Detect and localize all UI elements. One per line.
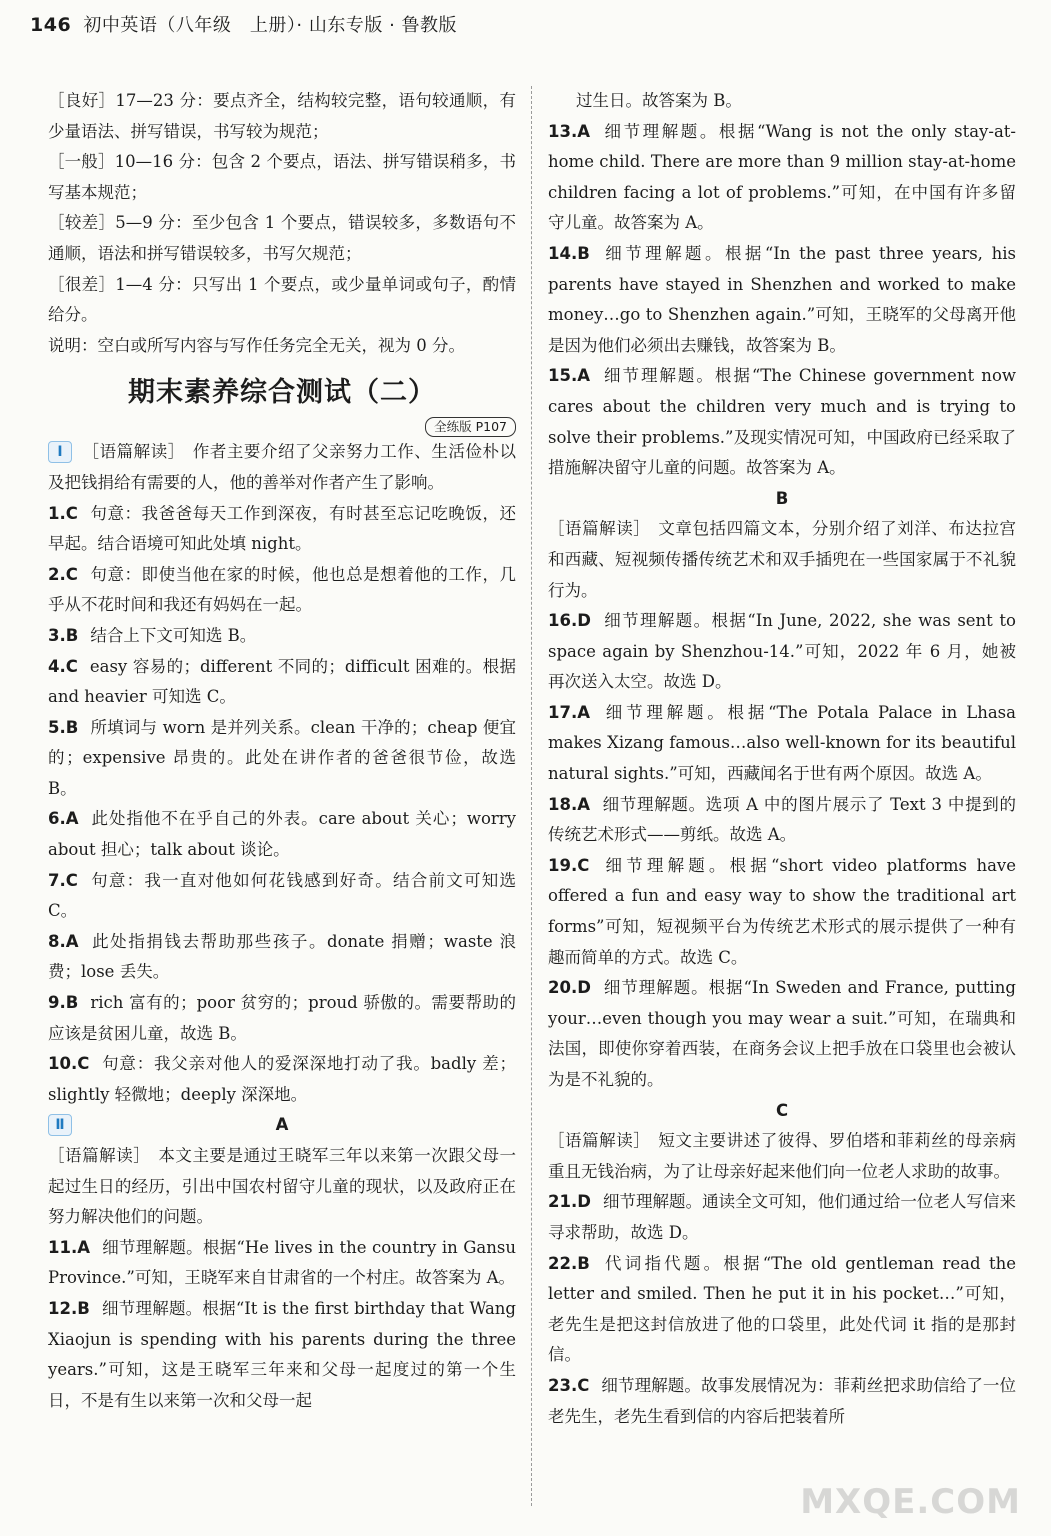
answer-item: [48, 804, 516, 865]
answer-number: 8.A: [48, 931, 79, 951]
answer-text: 细节理解题。通读全文可知，他们通过给一位老人写信来寻求帮助，故选 D。: [548, 1192, 1016, 1242]
passage-letter: C: [775, 1100, 789, 1120]
right-column: [548, 86, 1016, 1432]
section-2-intro: [48, 1141, 516, 1233]
grading-poor: ［较差］5—9 分：至少包含 1 个要点，错误较多，多数语句不通顺，语法和拼写错误较多，书写欠规范；: [48, 213, 516, 263]
answer-text: 此处指他不在乎自己的外表。care about 关心；worry about 担心；talk about 谈论。: [48, 809, 516, 860]
column-divider: [531, 86, 532, 1506]
answer-number: 14.B: [548, 243, 590, 263]
answer-number: 17.A: [548, 702, 590, 722]
answer-item: [548, 851, 1016, 973]
answer-item: [548, 973, 1016, 1095]
answer-number: 4.C: [48, 656, 78, 676]
section-b-intro: [548, 514, 1016, 606]
answer-text: 细节理解题。根据“The Potala Palace in Lhasa makes Xizang famous…also well-known for its beautiful natural sights.”可知，西藏闻名于世有两个原因。故选 A。: [548, 702, 1016, 784]
answer-item: [548, 1371, 1016, 1432]
answer-item: [48, 713, 516, 805]
answer-item: [548, 239, 1016, 361]
answer-number: 2.C: [48, 564, 78, 584]
answer-text: 细节理解题。根据“Wang is not the only stay-at-home child. There are more than 9 million stay-at-home children facing a lot of problems.”可知，在中国有许多留守儿童。故答案为 A。: [548, 121, 1016, 233]
answer-text: 此处指捐钱去帮助那些孩子。donate 捐赠；waste 浪费；lose 丢失。: [48, 931, 516, 982]
section-badge: Ⅰ: [48, 441, 72, 463]
answer-text: 细节理解题。根据“The Chinese government now cares about the children very much and is trying to solve their problems.”及现实情况可知，中国政府已经采取了措施解决留守儿童的问题。故答案为 A。: [548, 366, 1016, 478]
intro-text: 短文主要讲述了彼得、罗伯塔和菲莉丝的母亲病重且无钱治病，为了让母亲好起来他们向一位老人求助的故事。: [548, 1131, 1017, 1181]
answer-number: 11.A: [48, 1237, 90, 1257]
intro-text: 本文主要是通过王晓军三年以来第一次跟父母一起过生日的经历，引出中国农村留守儿童的现状，以及政府正在努力解决他们的问题。: [48, 1146, 517, 1227]
answer-number: 21.D: [548, 1192, 591, 1212]
reference-badge: 全练版 P107: [425, 417, 516, 437]
answer-number: 7.C: [48, 870, 78, 890]
answer-item: [548, 1249, 1016, 1371]
answer-item: [48, 1294, 516, 1416]
answer-number: 12.B: [48, 1298, 90, 1318]
answer-item: [48, 1233, 516, 1294]
answer-number: 3.B: [48, 625, 79, 645]
answer-text: 句意：我父亲对他人的爱深深地打动了我。badly 差；slightly 轻微地；deeply 深深地。: [48, 1054, 516, 1104]
intro-text: 文章包括四篇文本，分别介绍了刘洋、布达拉宫和西藏、短视频传播传统艺术和双手插兜在一些国家属于不礼貌行为。: [548, 519, 1017, 600]
intro-label: ［语篇解读］: [48, 1146, 151, 1165]
answer-text: 细节理解题。故事发展情况为：菲莉丝把求助信给了一位老先生，老先生看到信的内容后把装着所: [548, 1375, 1016, 1426]
answer-number: 20.D: [548, 978, 591, 998]
answer-number: 13.A: [548, 121, 590, 141]
answer-item: [48, 560, 516, 621]
exam-title: 期末素养综合测试（二）: [128, 377, 436, 409]
answer-item: [48, 1049, 516, 1110]
answer-text: 细节理解题。根据“In June, 2022, she was sent to space again by Shenzhou-14.”可知，2022 年 6 月，她被再次送入太空。故选 D。: [548, 611, 1016, 692]
answer-item: [48, 988, 516, 1049]
grading-average: ［一般］10—16 分：包含 2 个要点，语法、拼写错误稍多，书写基本规范；: [48, 152, 516, 202]
book-title: 初中英语（八年级 上册）· 山东专版 · 鲁教版: [83, 15, 458, 36]
answer-number: 23.C: [548, 1375, 590, 1395]
intro-label: ［语篇解读］: [548, 1131, 651, 1151]
answer-item: [548, 606, 1016, 698]
answer-text: 句意：我一直对他如何花钱感到好奇。结合前文可知选 C。: [48, 870, 516, 921]
section-1-intro: [48, 437, 516, 498]
answer-item: [548, 698, 1016, 790]
watermark-logo: MXQE.COM: [800, 1482, 1021, 1522]
answer-item: [48, 499, 516, 560]
answer-number: 6.A: [48, 809, 79, 829]
answer-text: 所填词与 worn 是并列关系。clean 干净的；cheap 便宜的；expensive 昂贵的。此处在讲作者的爸爸很节俭，故选 B。: [48, 717, 516, 798]
answer-text: rich 富有的；poor 贫穷的；proud 骄傲的。需要帮助的应该是贫困儿童，故选 B。: [48, 993, 516, 1043]
answer-item: [548, 361, 1016, 483]
page-header: [30, 8, 1020, 42]
answer-item: [548, 117, 1016, 239]
grading-very-poor: ［很差］1—4 分：只写出 1 个要点，或少量单词或句子，酌情给分。: [48, 274, 516, 325]
page-number: 146: [30, 14, 72, 36]
answer-text: 结合上下文可知选 B。: [90, 625, 257, 645]
answer-number: 1.C: [48, 503, 78, 523]
answer-item: [48, 866, 516, 927]
passage-letter: A: [275, 1115, 289, 1135]
answer-text: 细节理解题。根据“In Sweden and France, putting your…even though you may wear a suit.”可知，在瑞典和法国，即使你穿着西装，在商务会议上把手放在口袋里也会被认为是不礼貌的。: [548, 978, 1016, 1089]
intro-label: ［语篇解读］: [82, 442, 185, 462]
section-badge: Ⅱ: [48, 1114, 72, 1136]
answer-number: 16.D: [548, 611, 591, 631]
answer-text: 句意：即使当他在家的时候，他也总是想着他的工作，几乎从不花时间和我还有妈妈在一起。: [48, 564, 516, 615]
reference-row: [48, 411, 516, 437]
grading-note: 说明：空白或所写内容与写作任务完全无关，视为 0 分。: [48, 335, 465, 355]
section-c-intro: [548, 1126, 1016, 1187]
answer-text: 细节理解题。选项 A 中的图片展示了 Text 3 中提到的传统艺术形式——剪纸。故选 A。: [548, 794, 1016, 845]
answer-number: 19.C: [548, 855, 590, 875]
grading-good: ［良好］17—23 分：要点齐全，结构较完整，语句较通顺，有少量语法、拼写错误，书写较为规范；: [48, 91, 516, 141]
answer-item: [48, 621, 516, 652]
answer-item: [548, 1187, 1016, 1248]
answer-continuation: 过生日。故答案为 B。: [576, 91, 742, 110]
answer-item: [548, 790, 1016, 851]
answer-number: 15.A: [548, 366, 590, 386]
answer-number: 22.B: [548, 1253, 590, 1273]
left-column: [48, 86, 516, 1416]
answer-text: 细节理解题。根据“He lives in the country in Gansu Province.”可知，王晓军来自甘肃省的一个村庄。故答案为 A。: [48, 1237, 516, 1288]
intro-label: ［语篇解读］: [548, 519, 651, 539]
answer-number: 10.C: [48, 1054, 90, 1074]
answer-number: 18.A: [548, 794, 590, 814]
intro-text: 作者主要介绍了父亲努力工作、生活俭朴以及把钱捐给有需要的人，他的善举对作者产生了影响。: [48, 442, 517, 492]
answer-text: easy 容易的；different 不同的；difficult 困难的。根据 and heavier 可知选 C。: [48, 656, 516, 707]
answer-item: [48, 927, 516, 988]
answer-number: 5.B: [48, 717, 79, 737]
answer-text: 细节理解题。根据“It is the first birthday that Wang Xiaojun is spending with his parents during the three years.”可知，这是王晓军三年来和父母一起度过的第一个生日，不是有生以来第一次和父母一起: [48, 1298, 516, 1410]
answer-text: 句意：我爸爸每天工作到深夜，有时甚至忘记吃晚饭，还早起。结合语境可知此处填 night。: [48, 503, 516, 554]
answer-item: [48, 652, 516, 713]
section-2-heading: [48, 1110, 516, 1141]
answer-text: 代词指代题。根据“The old gentleman read the letter and smiled. Then he put it in his pocket…”可知，老先生是把这封信放进了他的口袋里，此处代词 it 指的是那封信。: [548, 1253, 1016, 1365]
answer-text: 细节理解题。根据“short video platforms have offered a fun and easy way to show the traditional art forms”可知，短视频平台为传统艺术形式的展示提供了一种有趣而简单的方式。故选 C。: [548, 855, 1016, 967]
answer-text: 细节理解题。根据“In the past three years, his parents have stayed in Shenzhen and worked to make money…go to Shenzhen again.”可知，王晓军的父母离开他是因为他们必须出去赚钱，故答案为 B。: [548, 243, 1016, 355]
answer-number: 9.B: [48, 993, 79, 1013]
passage-letter: B: [775, 488, 789, 508]
